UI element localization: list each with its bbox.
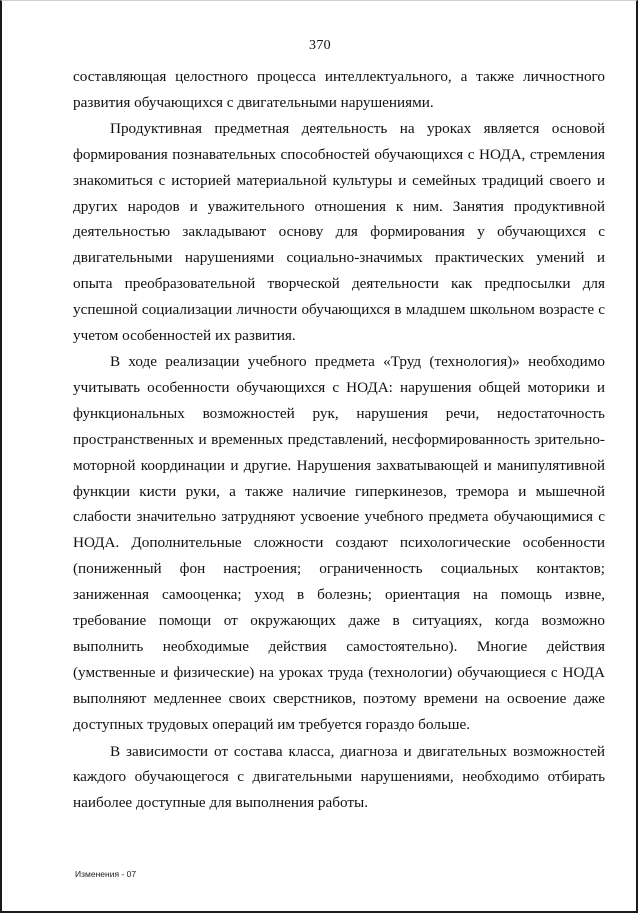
paragraph-class-composition: В зависимости от состава класса, диагноза и двигательных возможностей каждого обучающегося с двигательными нарушениями, необходимо отбирать наиболее доступные для выполнения работы. bbox=[73, 742, 605, 812]
page-number: 370 bbox=[309, 38, 331, 53]
paragraph-subject-implementation: В ходе реализации учебного предмета «Труд (технология)» необходимо учитывать особенности обучающихся с НОДА: нарушения общей моторики и функциональных возможностей рук, нарушения речи, недостаточность пространственных и временных представлений, несформированность зрительно-моторной координации и другие. Нарушения захватывающей и манипулятивной функции кисти руки, а также наличие гиперкинезов, тремора и мышечной слабости значительно затрудняют усвоение учебного предмета обучающимися с НОДА. Дополнительные сложности создают психологические особенности (пониженный фон настроения; ограниченность социальных контактов; заниженная самооценка; уход в болезнь; ориентация на помощь извне, требование помощи от окружающих даже в ситуациях, когда возможно выполнить необходимые действия самостоятельно). Многие действия (умственные и физические) на уроках труда (технологии) обучающиеся с НОДА выполняют медленнее своих сверстников, поэтому времени на освоение даже доступных трудовых операций им требуется гораздо больше. bbox=[73, 352, 605, 733]
paragraph-productive-activity: Продуктивная предметная деятельность на уроках является основой формирования познавательных способностей обучающихся с НОДА, стремления знакомиться с историей материальной культуры и семейных традиций своего и других народов и уважительного отношения к ним. Занятия продуктивной деятельностью закладывают основу для формирования у обучающихся с двигательными нарушениями социально-значимых практических умений и опыта преобразовательной творческой деятельности как предпосылки для успешной социализации личности обучающихся в младшем школьном возрасте с учетом особенностей их развития. bbox=[73, 119, 605, 345]
paragraph-continuation: составляющая целостного процесса интеллектуального, а также личностного развития обучающихся с двигательными нарушениями. bbox=[73, 68, 605, 111]
footer-revision-note: Изменения - 07 bbox=[75, 869, 137, 879]
page-body bbox=[73, 64, 605, 816]
